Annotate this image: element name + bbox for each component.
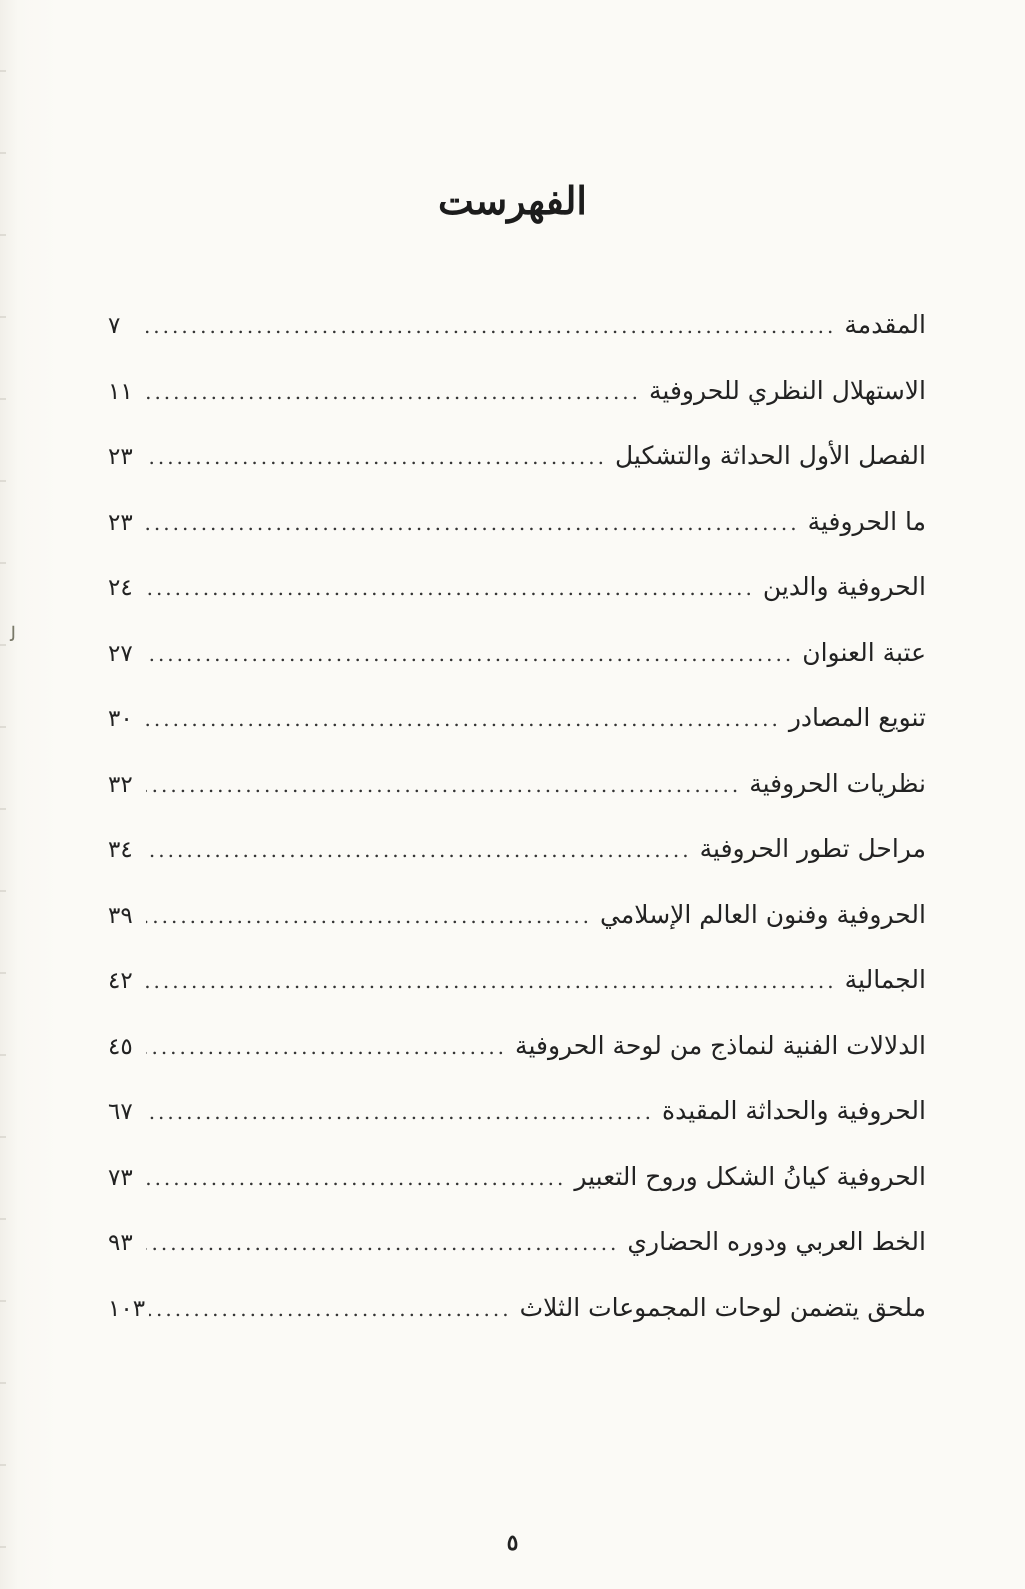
toc-entry-title: الحروفية كيانُ الشكل وروح التعبير [574, 1161, 926, 1191]
toc-row[interactable] [108, 562, 926, 628]
toc-page-number: ١١ [108, 378, 133, 405]
toc-entry-title: ما الحروفية [807, 506, 926, 536]
dot-leader [146, 498, 800, 548]
toc-row[interactable] [108, 1217, 926, 1283]
toc-row[interactable] [108, 431, 926, 497]
dot-leader [146, 1218, 619, 1268]
toc-row[interactable] [108, 1021, 926, 1087]
dot-leader [146, 760, 741, 810]
dot-leader [146, 694, 781, 744]
dot-leader [146, 956, 837, 1006]
toc-entry-title: المقدمة [844, 310, 926, 339]
dot-leader [146, 367, 641, 417]
table-of-contents [108, 300, 926, 1348]
toc-row[interactable] [108, 366, 926, 432]
page-title: الفهرست [438, 178, 587, 223]
toc-entry-title: تنويع المصادر [788, 703, 926, 732]
toc-page-number: ٧٣ [108, 1164, 133, 1191]
dot-leader [146, 301, 836, 351]
toc-page-number: ٣٤ [108, 837, 133, 863]
toc-page-number: ٢٤ [108, 575, 133, 601]
toc-page-number: ١٠٣ [108, 1295, 146, 1322]
page-number: ٥ [506, 1530, 519, 1556]
toc-row[interactable] [108, 824, 926, 890]
toc-page-number: ٩٣ [108, 1230, 133, 1256]
toc-row[interactable] [108, 628, 926, 694]
toc-row[interactable] [108, 890, 926, 956]
dot-leader [146, 825, 692, 875]
toc-page-number: ٢٣ [108, 509, 133, 536]
toc-row[interactable] [108, 955, 926, 1021]
toc-row[interactable] [108, 497, 926, 563]
dot-leader [146, 1022, 507, 1072]
toc-page-number: ٣٢ [108, 771, 133, 798]
toc-row[interactable] [108, 300, 926, 366]
toc-page-number: ٣٠ [108, 706, 133, 732]
toc-row[interactable] [108, 1283, 926, 1349]
dot-leader [146, 891, 592, 941]
toc-entry-title: الاستهلال النظري للحروفية [649, 375, 926, 405]
toc-page-number: ٢٧ [108, 640, 133, 667]
toc-entry-title: نظريات الحروفية [749, 768, 926, 798]
toc-entry-title: الحروفية وفنون العالم الإسلامي [600, 899, 926, 929]
dot-leader [149, 1284, 512, 1334]
toc-page-number: ٤٥ [108, 1033, 133, 1060]
dot-leader [146, 1153, 566, 1203]
dot-leader [146, 432, 607, 482]
dot-leader [146, 1087, 654, 1137]
toc-entry-title: الحروفية والدين [762, 572, 926, 601]
toc-page-number: ٤٢ [108, 968, 133, 994]
toc-page-number: ٦٧ [108, 1099, 133, 1125]
toc-page-number: ٢٣ [108, 444, 133, 470]
dot-leader [146, 629, 794, 679]
toc-entry-title: الدلالات الفنية لنماذج من لوحة الحروفية [515, 1030, 926, 1060]
toc-entry-title: الخط العربي ودوره الحضاري [627, 1227, 926, 1256]
margin-mark: ﻟ [10, 622, 17, 646]
toc-entry-title: الحروفية والحداثة المقيدة [662, 1096, 926, 1125]
toc-row[interactable] [108, 1086, 926, 1152]
toc-entry-title: الفصل الأول الحداثة والتشكيل [615, 441, 926, 470]
toc-entry-title: عتبة العنوان [802, 637, 926, 667]
toc-page-number: ٣٩ [108, 902, 133, 929]
dot-leader [146, 563, 755, 613]
page-edge [0, 0, 6, 1589]
toc-entry-title: الجمالية [844, 965, 926, 994]
toc-row[interactable] [108, 759, 926, 825]
toc-row[interactable] [108, 1152, 926, 1218]
toc-page-number: ٧ [108, 313, 121, 339]
toc-entry-title: مراحل تطور الحروفية [699, 834, 926, 863]
toc-entry-title: ملحق يتضمن لوحات المجموعات الثلاث [519, 1292, 926, 1322]
toc-row[interactable] [108, 693, 926, 759]
